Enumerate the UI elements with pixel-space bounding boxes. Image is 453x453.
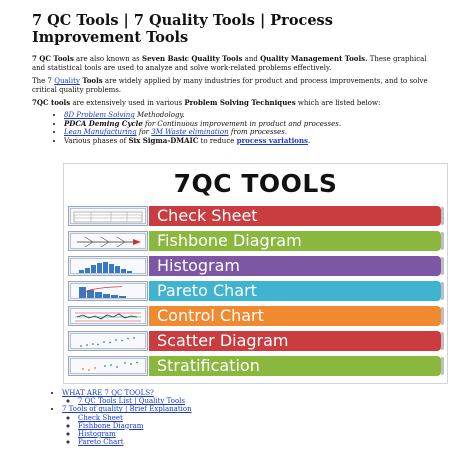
tool-bar bbox=[149, 231, 441, 251]
term-7qc-tools: 7QC tools bbox=[32, 98, 71, 108]
tool-label: Stratification bbox=[157, 356, 260, 375]
list-item bbox=[64, 120, 432, 129]
text: are extensively used in various bbox=[70, 99, 185, 108]
lean-link[interactable]: Lean Manufacturing bbox=[64, 128, 137, 137]
bar-fold-shadow bbox=[441, 207, 444, 225]
process-variations-link[interactable]: process variations bbox=[236, 135, 308, 145]
tool-bar bbox=[149, 256, 441, 276]
toc-subitem bbox=[78, 438, 192, 446]
term-problem-solving: Problem Solving Techniques bbox=[184, 98, 296, 108]
tool-bar bbox=[149, 331, 441, 351]
text: are widely applied by many industries for product and process improvements, and to solve critical quality problems. bbox=[32, 77, 428, 94]
title-line-2: Improvement Tools bbox=[32, 29, 189, 46]
bar-fold-shadow bbox=[441, 257, 444, 275]
term-six-sigma: Six Sigma-DMAIC bbox=[128, 135, 199, 145]
toc-subitem bbox=[78, 430, 192, 438]
scatter-thumbnail bbox=[70, 333, 146, 349]
toc-link-list[interactable]: 7 QC Tools List | Quality Tools bbox=[78, 397, 185, 406]
term-basic-tools: Seven Basic Quality Tools bbox=[142, 54, 243, 63]
toc-item bbox=[62, 405, 192, 446]
bar-fold-shadow bbox=[441, 332, 444, 350]
intro-paragraph-1 bbox=[32, 55, 432, 72]
text: . bbox=[307, 136, 311, 145]
tool-label: Check Sheet bbox=[157, 206, 258, 225]
tool-bar bbox=[149, 306, 441, 326]
toc-subitem bbox=[78, 414, 192, 422]
intro-paragraph-3 bbox=[32, 99, 432, 108]
bar-fold-shadow bbox=[441, 232, 444, 250]
toc-sublist bbox=[62, 414, 192, 447]
title-line-1: 7 QC Tools | 7 Quality Tools | Process bbox=[32, 12, 333, 29]
text: which are listed below: bbox=[295, 99, 381, 108]
toc-link-what-are[interactable]: WHAT ARE 7 QC TOOLS? bbox=[62, 389, 154, 397]
tool-label: Histogram bbox=[157, 256, 240, 275]
toc-link-histogram[interactable]: Histogram bbox=[78, 430, 116, 439]
toc-list bbox=[46, 389, 192, 446]
text: and bbox=[242, 55, 261, 63]
tool-label: Control Chart bbox=[157, 306, 264, 325]
page-title bbox=[32, 12, 432, 46]
tool-label: Scatter Diagram bbox=[157, 331, 289, 350]
tool-label: Pareto Chart bbox=[157, 281, 257, 300]
bar-fold-shadow bbox=[441, 357, 444, 375]
text: Methodology. bbox=[134, 110, 185, 119]
tool-bar bbox=[149, 281, 441, 301]
toc-link-fishbone[interactable]: Fishbone Diagram bbox=[78, 421, 144, 430]
infographic-title: 7QC TOOLS bbox=[173, 169, 338, 198]
table-of-contents bbox=[46, 389, 192, 446]
quality-link[interactable]: Quality bbox=[54, 77, 80, 86]
text: for Continuous improvement in product and processes. bbox=[142, 119, 342, 128]
technique-list bbox=[32, 111, 432, 145]
toc-item bbox=[62, 389, 192, 405]
7qc-tools-infographic bbox=[63, 163, 448, 384]
text: are also known as bbox=[73, 55, 143, 63]
term-qm-tools: Quality Management Tools. bbox=[260, 54, 368, 63]
check-sheet-thumbnail bbox=[70, 208, 146, 224]
fishbone-thumbnail bbox=[70, 233, 146, 249]
tool-label: Fishbone Diagram bbox=[157, 231, 302, 250]
toc-link-pareto[interactable]: Pareto Chart bbox=[78, 438, 124, 447]
toc-sublist bbox=[62, 397, 192, 405]
article-body bbox=[32, 12, 432, 145]
text: to reduce bbox=[198, 136, 237, 145]
control-chart-thumbnail bbox=[70, 308, 146, 324]
pareto-thumbnail bbox=[70, 283, 146, 299]
text: The 7 bbox=[32, 77, 55, 86]
text: for bbox=[136, 128, 152, 137]
histogram-thumbnail bbox=[70, 258, 146, 274]
bar-fold-shadow bbox=[441, 282, 444, 300]
8d-link[interactable]: 8D Problem Solving bbox=[64, 110, 135, 119]
bar-fold-shadow bbox=[441, 307, 444, 325]
term-tools: Tools bbox=[79, 76, 103, 86]
stratification-thumbnail bbox=[70, 358, 146, 374]
tool-bar bbox=[149, 356, 441, 376]
toc-link-brief[interactable]: 7 Tools of quality | Brief Explanation bbox=[62, 405, 192, 414]
term-7qc: 7 QC Tools bbox=[32, 54, 74, 63]
text: from processes. bbox=[228, 128, 288, 137]
text: Various phases of bbox=[64, 136, 129, 145]
term-pdca: PDCA Deming Cycle bbox=[64, 118, 143, 128]
text: These graphical and statistical tools are used to analyze and solve work-related problems effectively. bbox=[32, 55, 427, 72]
list-item bbox=[64, 137, 432, 146]
toc-subitem bbox=[78, 422, 192, 430]
intro-paragraph-2 bbox=[32, 77, 432, 94]
toc-subitem bbox=[78, 397, 192, 405]
3m-waste-link[interactable]: 3M Waste elimination bbox=[151, 128, 229, 137]
tool-bar bbox=[149, 206, 441, 226]
toc-link-check-sheet[interactable]: Check Sheet bbox=[78, 413, 123, 422]
